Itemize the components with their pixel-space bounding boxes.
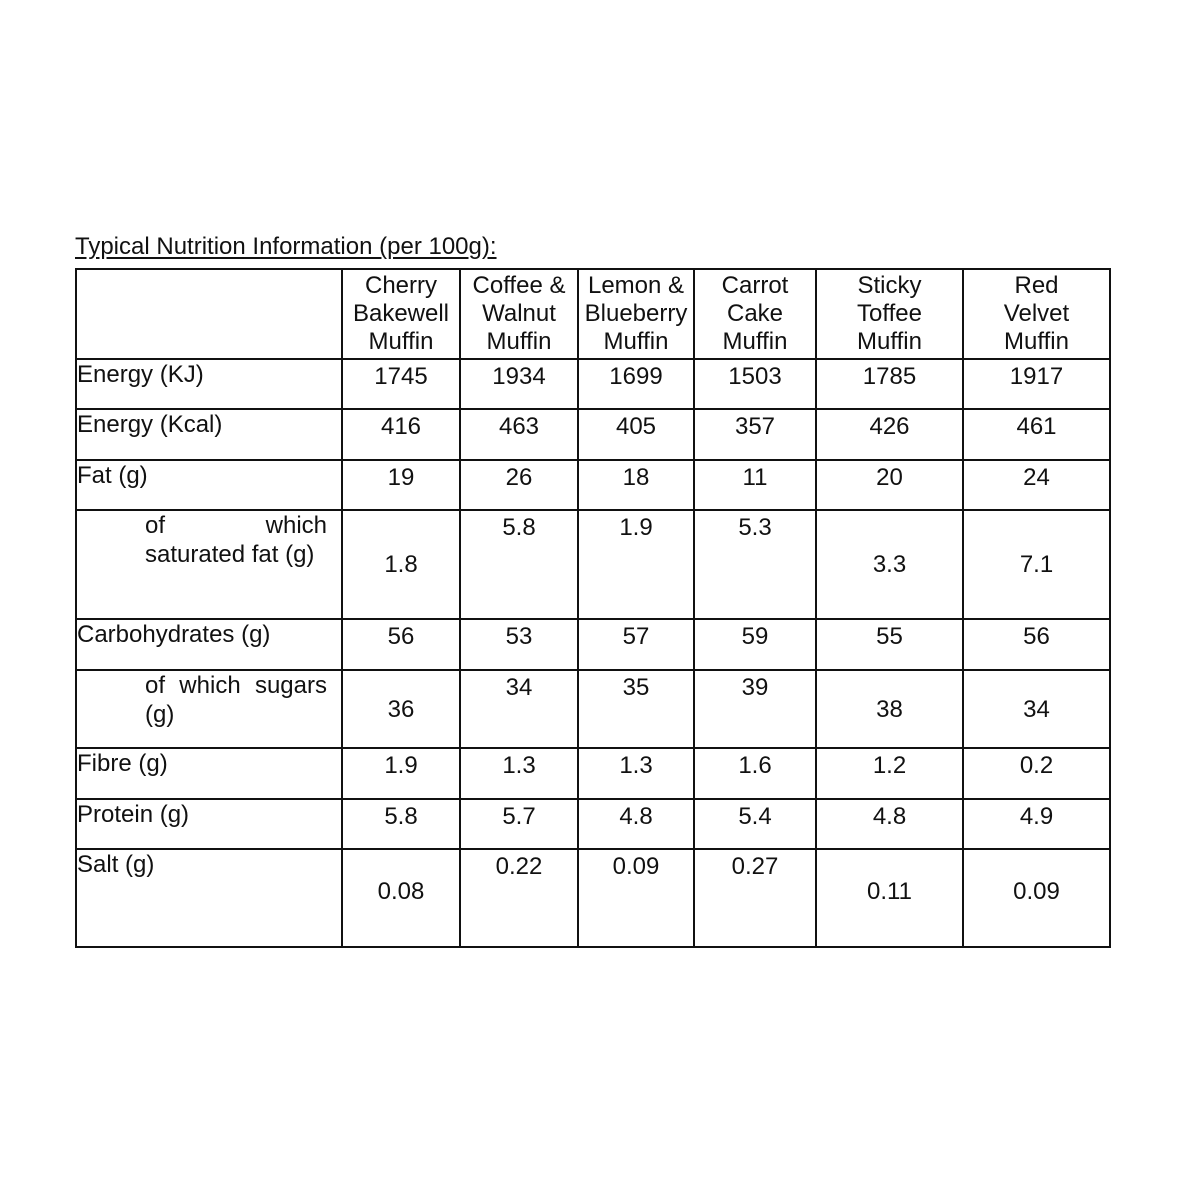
column-header-line: Muffin <box>368 328 434 355</box>
table-cell: 1917 <box>963 359 1110 409</box>
column-header <box>816 269 963 359</box>
row-label: Fibre (g) <box>76 748 342 799</box>
column-header-line: Carrot <box>721 272 789 299</box>
column-header-line: Velvet <box>1003 300 1070 327</box>
row-label: Energy (Kcal) <box>76 409 342 460</box>
table-cell: 1503 <box>694 359 816 409</box>
table-cell: 0.09 <box>578 849 694 947</box>
table-cell: 0.08 <box>342 849 460 947</box>
table-cell: 1745 <box>342 359 460 409</box>
table-cell: 357 <box>694 409 816 460</box>
table-row <box>76 849 1110 947</box>
column-header-line: Coffee & <box>472 272 566 299</box>
column-header-line: Toffee <box>857 300 922 327</box>
table-row <box>76 748 1110 799</box>
table-cell: 57 <box>578 619 694 670</box>
table-row <box>76 460 1110 510</box>
column-header <box>342 269 460 359</box>
table-cell: 5.8 <box>342 799 460 849</box>
table-cell: 55 <box>816 619 963 670</box>
table-cell: 5.4 <box>694 799 816 849</box>
table-cell: 5.3 <box>694 510 816 619</box>
row-label: Protein (g) <box>76 799 342 849</box>
table-cell: 1.3 <box>578 748 694 799</box>
table-cell: 1.9 <box>342 748 460 799</box>
header-corner-cell <box>76 269 342 359</box>
table-cell: 26 <box>460 460 578 510</box>
column-header <box>694 269 816 359</box>
table-cell: 36 <box>342 670 460 748</box>
header-row <box>76 269 1110 359</box>
table-cell: 405 <box>578 409 694 460</box>
table-cell: 4.9 <box>963 799 1110 849</box>
table-cell: 5.7 <box>460 799 578 849</box>
table-row <box>76 409 1110 460</box>
table-cell: 24 <box>963 460 1110 510</box>
row-label: Energy (KJ) <box>76 359 342 409</box>
table-row <box>76 619 1110 670</box>
table-cell: 1.6 <box>694 748 816 799</box>
table-cell: 0.2 <box>963 748 1110 799</box>
table-cell: 59 <box>694 619 816 670</box>
column-header-line: Bakewell <box>352 300 450 327</box>
nutrition-table <box>75 268 1111 948</box>
table-cell: 11 <box>694 460 816 510</box>
table-cell: 1.9 <box>578 510 694 619</box>
table-cell: 34 <box>963 670 1110 748</box>
table-cell: 1699 <box>578 359 694 409</box>
table-cell: 1.3 <box>460 748 578 799</box>
table-cell: 19 <box>342 460 460 510</box>
row-label: Carbohydrates (g) <box>76 619 342 670</box>
column-header <box>963 269 1110 359</box>
column-header-line: Cake <box>726 300 784 327</box>
row-label: of which saturated fat (g) <box>76 510 342 619</box>
table-caption: Typical Nutrition Information (per 100g): <box>75 233 497 260</box>
column-header-line: Muffin <box>857 328 922 355</box>
table-cell: 1.8 <box>342 510 460 619</box>
table-cell: 34 <box>460 670 578 748</box>
column-header <box>578 269 694 359</box>
column-header-line: Walnut <box>482 300 556 327</box>
column-header-line: Muffin <box>603 328 669 355</box>
column-header-line: Muffin <box>486 328 552 355</box>
table-cell: 426 <box>816 409 963 460</box>
column-header-line: Blueberry <box>584 300 688 327</box>
table-cell: 1934 <box>460 359 578 409</box>
table-cell: 39 <box>694 670 816 748</box>
table-cell: 463 <box>460 409 578 460</box>
table-cell: 1.2 <box>816 748 963 799</box>
row-label: of which sugars (g) <box>76 670 342 748</box>
table-row <box>76 799 1110 849</box>
table-cell: 18 <box>578 460 694 510</box>
table-cell: 0.22 <box>460 849 578 947</box>
table-cell: 416 <box>342 409 460 460</box>
column-header-line: Lemon & <box>587 272 685 299</box>
table-cell: 0.27 <box>694 849 816 947</box>
table-row <box>76 359 1110 409</box>
table-cell: 4.8 <box>578 799 694 849</box>
row-label: Salt (g) <box>76 849 342 947</box>
row-label: Fat (g) <box>76 460 342 510</box>
column-header <box>460 269 578 359</box>
table-row <box>76 510 1110 619</box>
table-cell: 4.8 <box>816 799 963 849</box>
table-cell: 56 <box>963 619 1110 670</box>
table-cell: 461 <box>963 409 1110 460</box>
table-cell: 1785 <box>816 359 963 409</box>
table-cell: 3.3 <box>816 510 963 619</box>
table-cell: 7.1 <box>963 510 1110 619</box>
table-cell: 5.8 <box>460 510 578 619</box>
column-header-line: Muffin <box>722 328 788 355</box>
table-cell: 56 <box>342 619 460 670</box>
column-header-line: Cherry <box>364 272 437 299</box>
table-cell: 38 <box>816 670 963 748</box>
table-cell: 35 <box>578 670 694 748</box>
column-header-line: Muffin <box>1004 328 1069 355</box>
table-cell: 0.11 <box>816 849 963 947</box>
table-cell: 53 <box>460 619 578 670</box>
table-cell: 0.09 <box>963 849 1110 947</box>
column-header-line: Sticky <box>857 272 922 299</box>
table-row <box>76 670 1110 748</box>
column-header-line: Red <box>1014 272 1059 299</box>
table-cell: 20 <box>816 460 963 510</box>
